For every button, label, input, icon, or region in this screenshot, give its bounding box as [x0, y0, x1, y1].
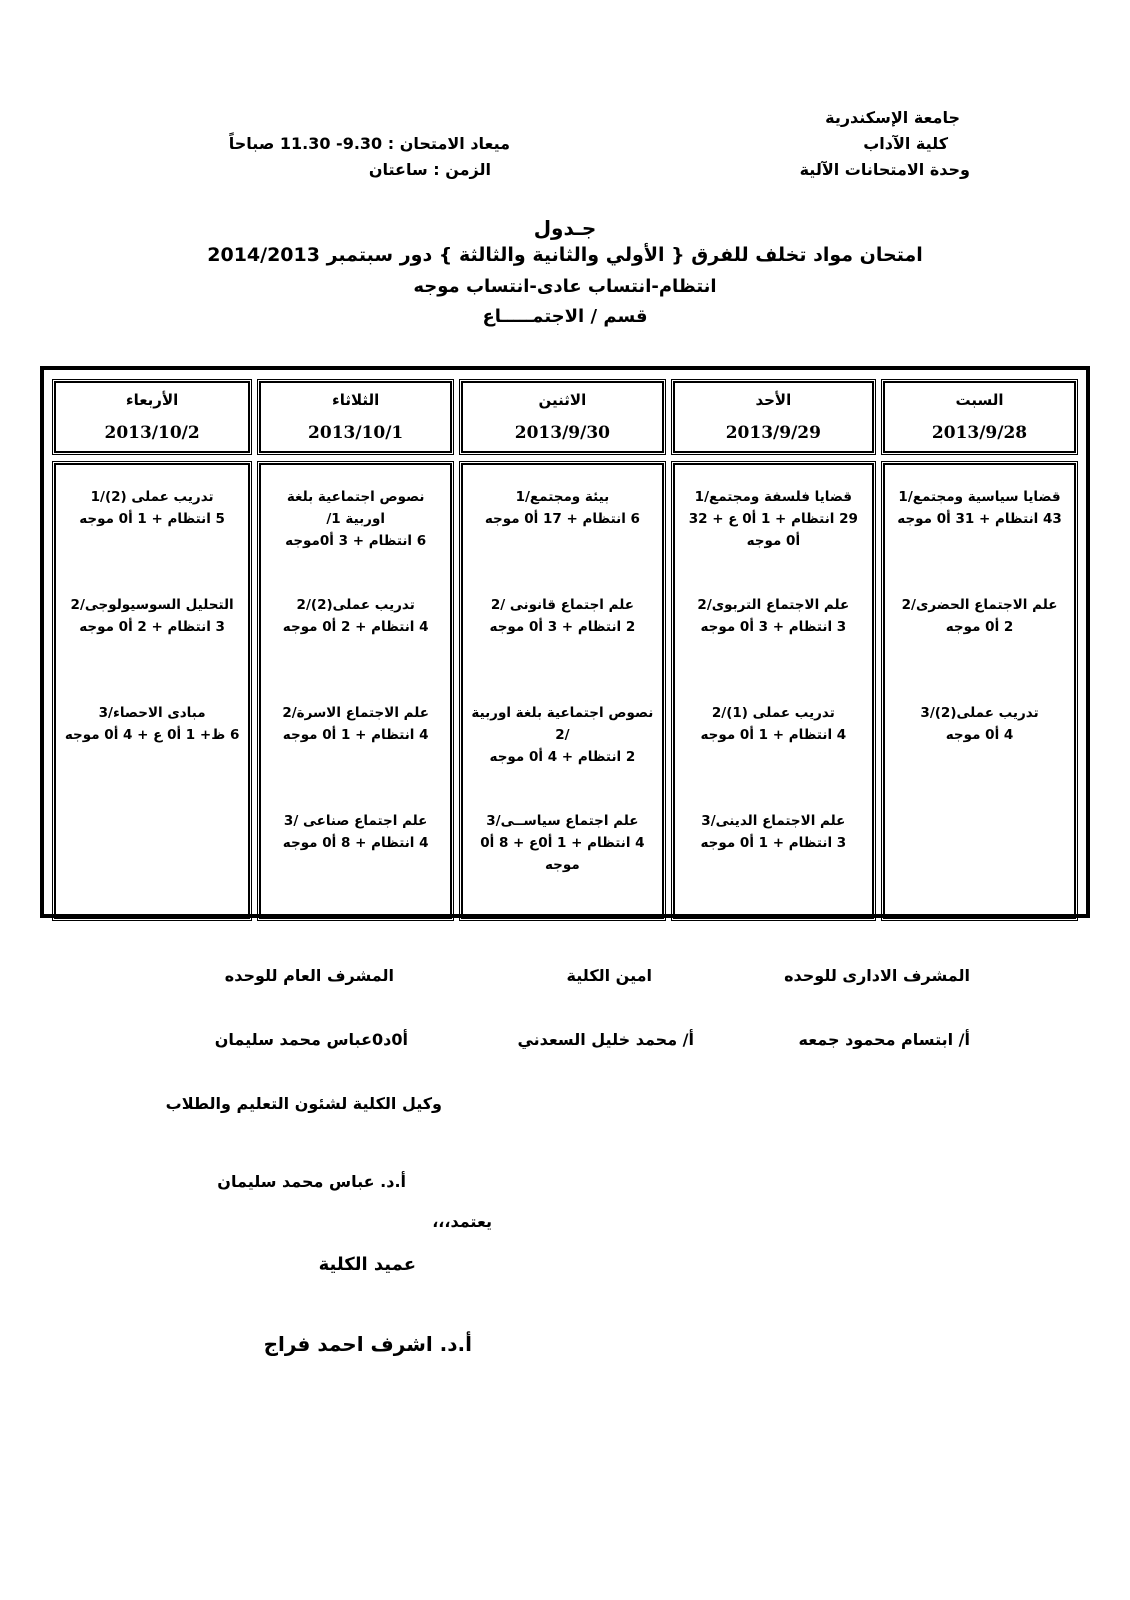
- exam-entry: علم الاجتماع الدينى/3 3 انتظام + 1 أ0 موجه: [700, 813, 847, 851]
- exam-entry: نصوص اجتماعية بلغة اوربية /2 2 انتظام + 4 أ0 موجه: [471, 705, 654, 765]
- exam-unit-name: وحدة الامتحانات الآلية: [799, 160, 970, 179]
- exam-entry: علم اجتماع صناعى /3 4 انتظام + 8 أ0 موجه: [282, 813, 429, 851]
- day-column-tue: [257, 461, 454, 921]
- exam-entry: قضايا سياسية ومجتمع/1 43 انتظام + 31 أ0 موجه: [897, 489, 1062, 527]
- exam-entry: بيئة ومجتمع/1 6 انتظام + 17 أ0 موجه: [484, 489, 640, 527]
- exam-entry: نصوص اجتماعية بلغة اوربية 1/ 6 انتظام + 3 أ0موجه: [285, 489, 427, 549]
- dean-name: أ.د. اشرف احمد فراج: [263, 1332, 472, 1356]
- general-supervisor-title: المشرف العام للوحده: [224, 966, 394, 985]
- admin-supervisor-name: أ/ ابتسام محمود جمعه: [798, 1030, 970, 1049]
- doc-study-modes: انتظام-انتساب عادى-انتساب موجه: [413, 276, 717, 297]
- exam-duration: الزمن : ساعتان: [368, 160, 491, 179]
- exam-entry: قضايا فلسفة ومجتمع/1 29 انتظام + 1 أ0 ع + 32 أ0 موجه: [688, 489, 858, 549]
- day-header-wed: الأربعاء 2013/10/2: [52, 379, 252, 455]
- secretary-name: أ/ محمد خليل السعدني: [517, 1030, 694, 1049]
- exam-entry: علم الاجتماع الاسرة/2 4 انتظام + 1 أ0 موجه: [282, 705, 429, 743]
- vice-dean-name: أ.د. عباس محمد سليمان: [217, 1172, 406, 1191]
- exam-entry: التحليل السوسيولوجى/2 3 انتظام + 2 أ0 موجه: [70, 597, 234, 635]
- day-column-wed: [52, 461, 252, 921]
- faculty-name: كلية الآداب: [863, 134, 948, 153]
- exam-entry: تدريب عملى(2)/3 4 أ0 موجه: [920, 705, 1039, 743]
- day-column-sat: [881, 461, 1078, 921]
- secretary-title: امين الكلية: [566, 966, 652, 985]
- doc-department: قسم / الاجتمـــــاع: [482, 306, 648, 327]
- exam-entry: تدريب عملى (2)/1 5 انتظام + 1 أ0 موجه: [79, 489, 225, 527]
- exam-entry: علم اجتماع سياســى/3 4 انتظام + 1 أ0ع + 8 أ0 موجه: [480, 813, 645, 873]
- exam-entry: علم الاجتماع التربوى/2 3 انتظام + 3 أ0 موجه: [697, 597, 850, 635]
- vice-dean-title: وكيل الكلية لشئون التعليم والطلاب: [165, 1094, 442, 1113]
- exam-entry: علم اجتماع قانونى /2 2 انتظام + 3 أ0 موجه: [489, 597, 636, 635]
- doc-subtitle: امتحان مواد تخلف للفرق { الأولي والثانية والثالثة } دور سبتمبر 2014/2013: [207, 244, 923, 266]
- university-name: جامعة الإسكندرية: [825, 108, 960, 127]
- exam-entry: تدريب عملى (1)/2 4 انتظام + 1 أ0 موجه: [700, 705, 847, 743]
- day-header-sun: الأحد 2013/9/29: [671, 379, 876, 455]
- admin-supervisor-title: المشرف الادارى للوحده: [784, 966, 970, 985]
- day-column-mon: [459, 461, 665, 921]
- day-header-mon: الاثنين 2013/9/30: [459, 379, 665, 455]
- doc-title: جـدول: [533, 216, 597, 240]
- exam-entry: [61, 810, 243, 918]
- day-header-tue: الثلاثاء 2013/10/1: [257, 379, 454, 455]
- exam-time: ميعاد الامتحان : 9.30- 11.30 صباحاً: [228, 134, 510, 153]
- exam-entry: مبادى الاحصاء/3 6 ظ+ 1 أ0 ع + 4 أ0 موجه: [64, 705, 240, 743]
- exam-entry: [890, 810, 1069, 918]
- approval-label: يعتمد،،،: [432, 1212, 492, 1231]
- exam-entry: تدريب عملى(2)/2 4 انتظام + 2 أ0 موجه: [282, 597, 429, 635]
- dean-title: عميد الكلية: [318, 1254, 416, 1275]
- general-supervisor-name: أ0د0عباس محمد سليمان: [214, 1030, 408, 1049]
- day-column-sun: [671, 461, 876, 921]
- exam-entry: علم الاجتماع الحضرى/2 2 أ0 موجه: [901, 597, 1058, 635]
- exam-schedule-table: [40, 366, 1090, 918]
- day-header-sat: السبت 2013/9/28: [881, 379, 1078, 455]
